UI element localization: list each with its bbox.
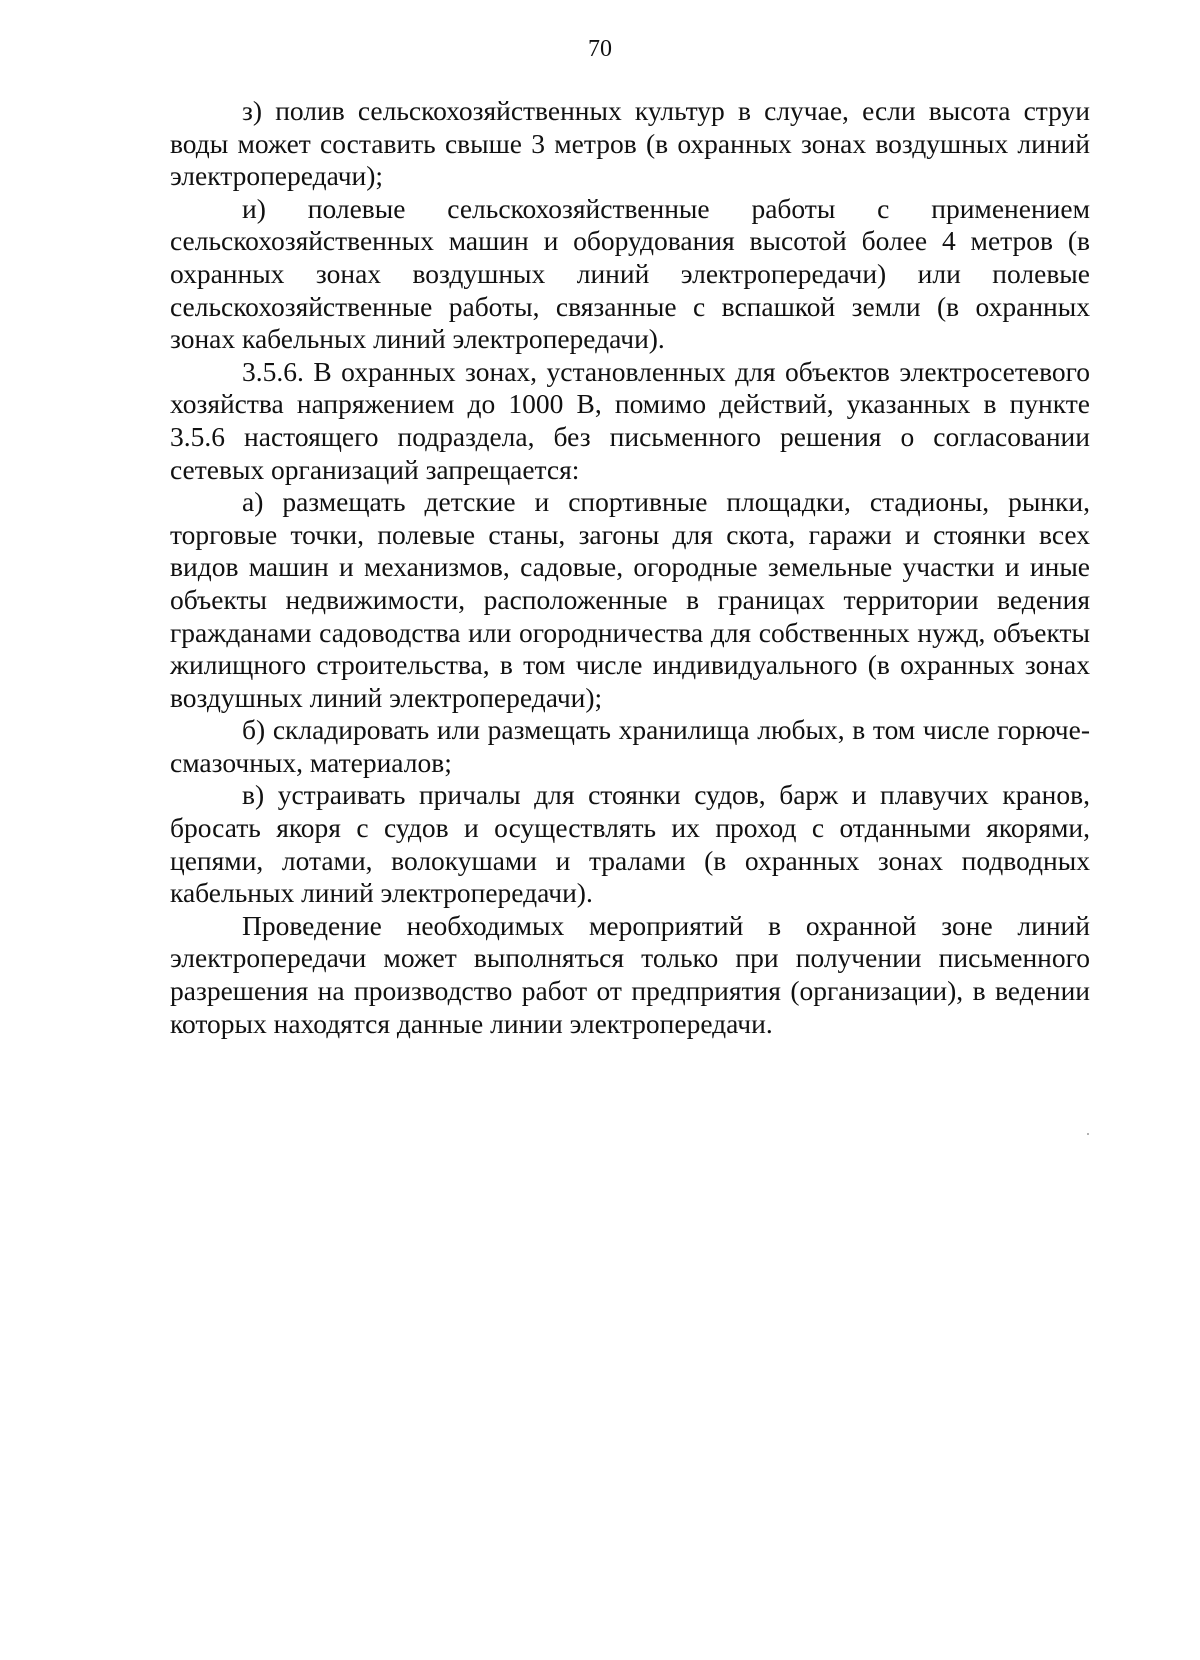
document-body	[170, 95, 1090, 1040]
paragraph-permission: Проведение необходимых мероприятий в охранной зоне линий электропередачи может выполняться только при получении письменного разрешения на производство работ от предприятия (организации), в ведении которых находятся данные линии электропередачи.	[170, 909, 1090, 1039]
paragraph-b-storage: б) складировать или размещать хранилища любых, в том числе горюче-смазочных, материалов;	[170, 714, 1090, 778]
paragraph-v-moorings: в) устраивать причалы для стоянки судов, барж и плавучих кранов, бросать якоря с судов и осуществлять их проход с отданными якорями, цепями, лотами, волокушами и тралами (в охранных зонах подводных кабельных линий электропередачи).	[170, 779, 1090, 909]
paragraph-z-irrigation: з) полив сельскохозяйственных культур в случае, если высота струи воды может составить свыше 3 метров (в охранных зонах воздушных линий электропередачи);	[170, 95, 1090, 192]
paragraph-a-placement: а) размещать детские и спортивные площадки, стадионы, рынки, торговые точки, полевые станы, загоны для скота, гаражи и стоянки всех видов машин и механизмов, садовые, огородные земельные участки и иные объекты недвижимости, расположенные в границах территории ведения гражданами садоводства или огородничества для собственных нужд, объекты жилищного строительства, в том числе индивидуального (в охранных зонах воздушных линий электропередачи);	[170, 486, 1090, 713]
page-number: 70	[588, 36, 612, 62]
paragraph-3-5-6: 3.5.6. В охранных зонах, установленных для объектов электросетевого хозяйства напряжением до 1000 В, помимо действий, указанных в пункте 3.5.6 настоящего подраздела, без письменного решения о согласовании сетевых организаций запрещается:	[170, 355, 1090, 485]
paragraph-i-field-works: и) полевые сельскохозяйственные работы с применением сельскохозяйственных машин и оборудования высотой более 4 метров (в охранных зонах воздушных линий электропередачи) или полевые сельскохозяйственные работы, связанные с вспашкой земли (в охранных зонах кабельных линий электропередачи).	[170, 192, 1090, 355]
scan-speck	[1087, 1133, 1089, 1135]
